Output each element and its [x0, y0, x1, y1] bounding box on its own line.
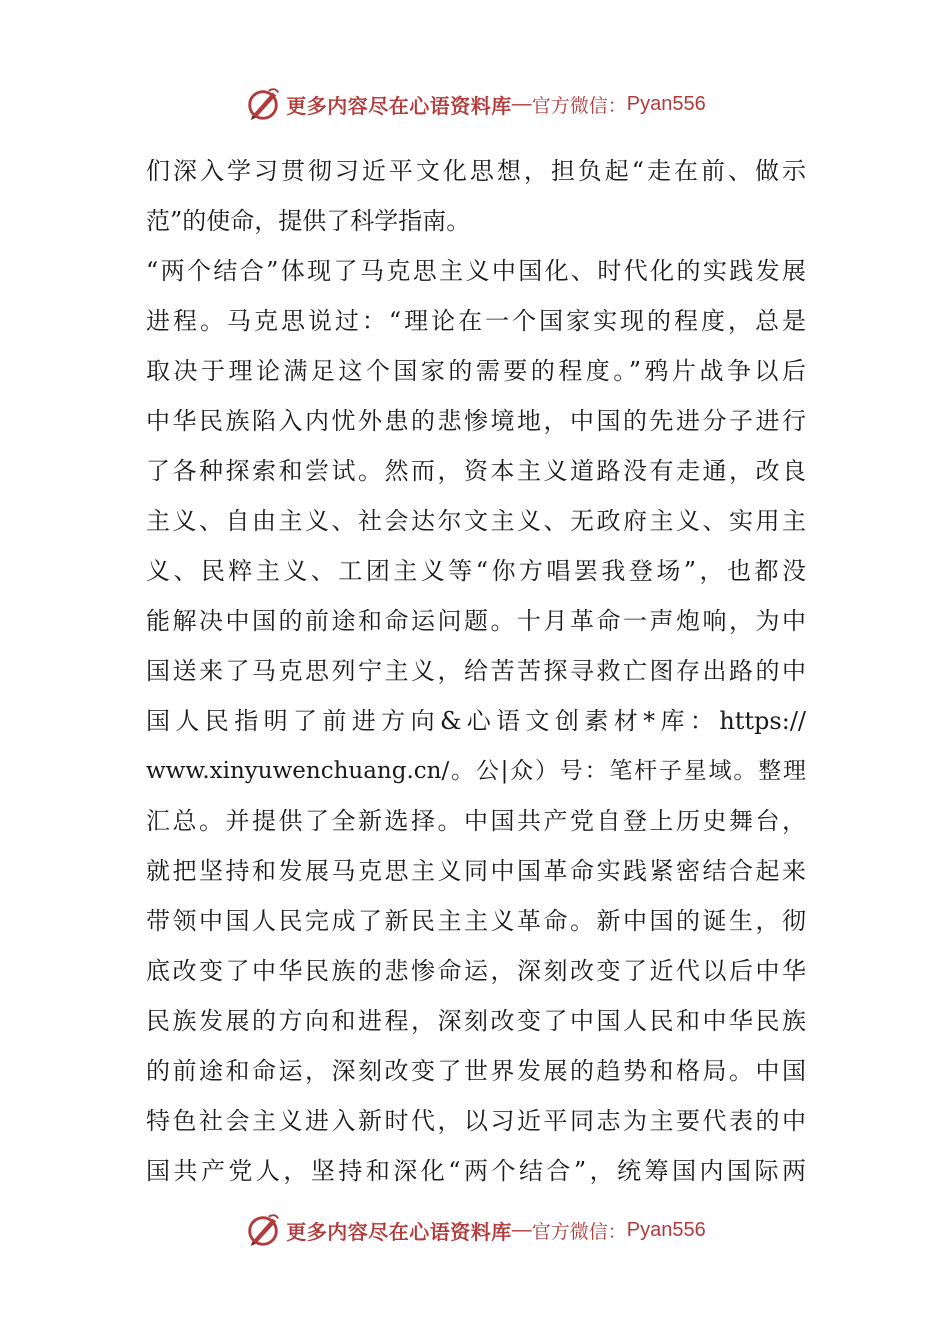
body-line: 了各种探索和尝试。然而，资本主义道路没有走通，改良	[146, 457, 806, 485]
body-line: 国送来了马克思列宁主义，给苦苦探寻救亡图存出路的中	[146, 657, 806, 685]
document-body	[146, 146, 806, 1192]
banner-dash: —	[511, 92, 532, 115]
banner-brand-text: 更多内容尽在心语资料库	[286, 93, 512, 118]
banner-wechat-handle: Pyan556	[626, 1218, 706, 1241]
body-line: 范”的使命，提供了科学指南。	[146, 207, 471, 235]
body-line: “两个结合”体现了马克思主义中国化、时代化的实践发展	[146, 257, 806, 285]
body-line: 就把坚持和发展马克思主义同中国革命实践紧密结合起来	[146, 857, 806, 885]
body-line: 义、民粹主义、工团主义等“你方唱罢我登场”，也都没	[146, 557, 806, 585]
body-line: 取决于理论满足这个国家的需要的程度。”鸦片战争以后	[146, 357, 806, 385]
pen-circle-logo-icon	[244, 1211, 282, 1249]
body-line: 能解决中国的前途和命运问题。十月革命一声炮响，为中	[146, 607, 806, 635]
body-line: 们深入学习贯彻习近平文化思想，担负起“走在前、做示	[146, 157, 806, 185]
header-banner	[0, 82, 950, 126]
pen-circle-logo-icon	[244, 85, 282, 123]
banner-wechat-handle: Pyan556	[626, 92, 706, 115]
banner-official-label: 官方微信：	[531, 1220, 627, 1243]
body-line: www.xinyuwenchuang.cn/。公|众）号：笔杆子星域。整理	[146, 758, 806, 784]
banner-brand-text: 更多内容尽在心语资料库	[286, 1219, 512, 1244]
footer-banner	[0, 1208, 950, 1252]
body-line: 国共产党人，坚持和深化“两个结合”，统筹国内国际两	[146, 1157, 806, 1185]
body-line: 汇总。并提供了全新选择。中国共产党自登上历史舞台，	[146, 807, 806, 835]
body-line: 带领中国人民完成了新民主主义革命。新中国的诞生，彻	[146, 907, 806, 935]
body-line: 进程。马克思说过：“理论在一个国家实现的程度，总是	[146, 307, 806, 335]
body-line: 的前途和命运，深刻改变了世界发展的趋势和格局。中国	[146, 1057, 806, 1085]
body-line: 特色社会主义进入新时代，以习近平同志为主要代表的中	[146, 1107, 806, 1135]
body-line: 底改变了中华民族的悲惨命运，深刻改变了近代以后中华	[146, 957, 806, 985]
body-line: 民族发展的方向和进程，深刻改变了中国人民和中华民族	[146, 1007, 806, 1035]
banner-dash: —	[511, 1218, 532, 1241]
body-line: 主义、自由主义、社会达尔文主义、无政府主义、实用主	[146, 507, 806, 535]
body-line: 中华民族陷入内忧外患的悲惨境地，中国的先进分子进行	[146, 407, 806, 435]
body-line: 国人民指明了前进方向&心语文创素材*库：https://	[146, 707, 806, 735]
banner-official-label: 官方微信：	[531, 94, 627, 117]
